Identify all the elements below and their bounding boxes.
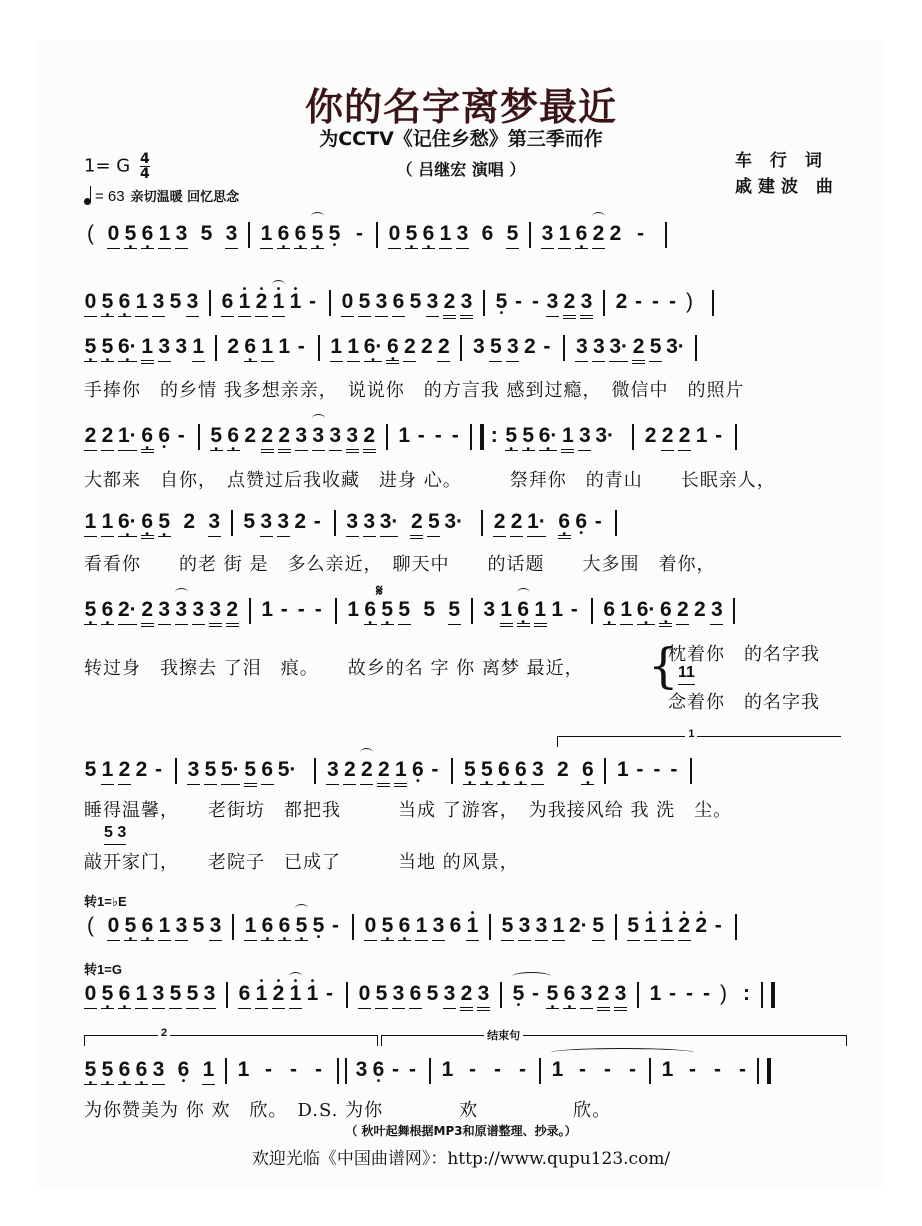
score-line-5: 1 1 6· • 6 • 5 • 2 3 5 3 3 2 - 3 3 3· 2 5 3· 2 2 1· 6 • 6 • - [84,510,627,550]
score-line-9: 0 5 • 6 • 1 3 5 5 3 6 • 1 • 2 • 1 • 1 - 0 5 3 6 5 3 2 3 5 • - 5 • 6 • 3 2 3 1 - - - ) : [84,982,779,1022]
lyricist-credit: 车 行 词 [735,151,828,171]
branch-notes: 11 [678,664,695,685]
final-barline [757,1058,771,1084]
key-label: 1= G [84,155,131,177]
score-line-8: ( 0 5 • 6 • 1 3 5 3 1 6 • 6 • 5 • 5 • - 0 5 • 6 • 1 3 6 • 1 5 3 3 1 2· 5 5 • 1 • 1 • 2 • 2 - [84,914,747,954]
time-signature: $\frac{4}{4}$ [139,151,150,182]
lyrics-line-3: 手捧你 的乡情 我多想亲亲， 说说你 的方言我 感到过瘾， 微信中 的照片 [84,380,745,401]
modulation-eb: 转1=♭E [84,894,127,909]
score-line-4: 2 2 1· 6 • 6 • - 5 • 6 • 2 2 2 3 3 3 3 2 1 - - - : 5 • 5 • 6· • 1 3 3· 2 2 2 1 - [84,424,747,464]
volta-2: 2 [84,1035,378,1046]
lyrics-line-5: 看看你 的老 街 是 多么亲近， 聊天中 的话题 大多围 着你， [84,554,716,575]
score-line-2: 0 5 • 6 • 1 3 5 3 6 • 1 • 2 • 1 • 1 - 0 5 3 6 5 3 2 3 5 • - - 3 2 3 2 - - - ) [84,290,724,330]
lyric-branch-brace: { [648,638,679,694]
alt-notes: 5 3 [104,824,126,845]
lyrics-line-10: 为你赞美为 你 欢 欣。 D.S. 为你 欢 欣。 [84,1100,612,1121]
performer: （ 吕继宏 演唱 ） [396,160,526,179]
lyrics-branch-1: 枕着你 的名字我 [668,644,820,665]
key-signature [84,152,150,181]
lyrics-line-4: 大都来 自你， 点赞过后我收藏 进身 心。 祭拜你 的青山 长眠亲人， [84,470,776,491]
lyrics-line-7: 睡得温馨， 老街坊 都把我 当成 了游客， 为我接风给 我 洗 尘。 [84,800,733,821]
transcriber-note: （ 秋叶起舞根据MP3和原谱整理、抄录。） [345,1124,577,1138]
volta-1: 1 [557,736,841,747]
score-line-3: 5 • 5 • 6· • 1 3 3 1 2 6 • 1 1 - 1 1 6· • 6 • 2 2 2 3 5 3 2 - 3 3 3· 2 5 3· [84,335,707,375]
score-line-6: 5 • 6 • 2· 2 3 3 3 3 2 1 - - - 1 6 • 5 • 5 5 5 3 1 6 • 1 1 - 6 • 1 6· • 6 • 2 2 3 [84,598,745,638]
ending-bracket: 结束句 [381,1035,847,1046]
modulation-g: 转1=G [84,962,122,977]
lyrics-branch-2: 念着你 的名字我 [668,692,820,713]
score-line-1: ( 0 5 • 6 • 1 3 5 3 1 6 • 6 • 5 • 5 • - 0 5 • 6 • 1 3 6 5 3 1 6 • 2 2 - [84,222,677,262]
double-barline [337,1058,347,1084]
lyrics-line-6: 转过身 我擦去 了泪 痕。 故乡的名 字 你 离梦 最近， [84,658,584,679]
tempo-marking [84,186,239,205]
song-title: 你的名字离梦最近 [304,85,617,129]
score-line-10: 5 • 5 • 6 • 6 • 3 6 • 1 1 - - - 3 6 • - - 1 - - - 1 - - - 1 - - - [84,1058,775,1098]
barline [248,222,250,248]
composer-credit: 戚建波 曲 [735,177,839,197]
repeat-end [761,982,775,1008]
lyrics-line-7-alt: 敲开家门， 老院子 已成了 当地 的风景， [84,852,519,873]
tempo-value: = 63 [95,188,125,205]
repeat-start [470,424,484,450]
segno-sign: 𝄋 [376,583,383,600]
expression-text: 亲切温暖 回忆思念 [130,190,240,205]
quarter-note-icon [84,198,91,205]
score-line-7: 5 1 2 2 - 3 5 5· 5 6 5· 3 2 2 2 1 6 • - 5 • 5 • 6 • 6 • 3 2 6 • 1 - - - [84,758,702,798]
song-subtitle: 为CCTV《记住乡愁》第三季而作 [319,128,603,150]
site-credit: 欢迎光临《中国曲谱网》：http://www.qupu123.com/ [251,1149,671,1169]
